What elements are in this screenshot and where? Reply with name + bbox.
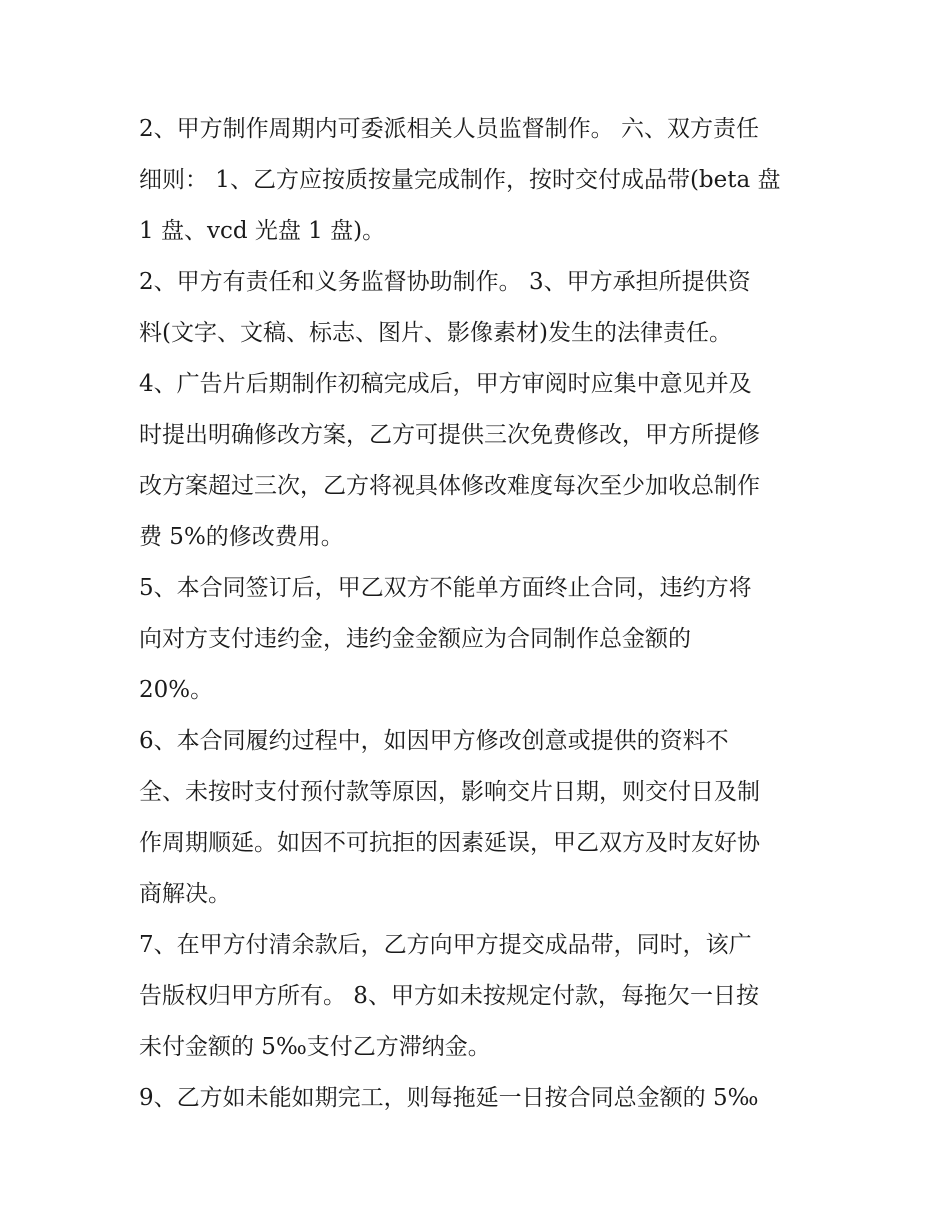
text-line: 费 5%的修改费用。 [139,524,344,550]
text-line: 5、本合同签订后，甲乙双方不能单方面终止合同，违约方将 [139,575,752,601]
text-line: 20%。 [139,677,214,703]
text-line: 向对方支付违约金，违约金金额应为合同制作总金额的 [139,626,691,652]
text-line: 4、广告片后期制作初稿完成后，甲方审阅时应集中意见并及 [139,371,752,397]
text-line: 1 盘、vcd 光盘 1 盘)。 [139,218,386,244]
text-line: 时提出明确修改方案，乙方可提供三次免费修改，甲方所提修 [139,422,760,448]
text-line: 改方案超过三次，乙方将视具体修改难度每次至少加收总制作 [139,473,760,499]
text-line: 未付金额的 5‰支付乙方滞纳金。 [139,1034,491,1060]
text-line: 9、乙方如未能如期完工，则每拖延一日按合同总金额的 5‰ [139,1085,759,1111]
text-line: 2、甲方制作周期内可委派相关人员监督制作。 六、双方责任 [139,116,759,142]
text-line: 商解决。 [139,881,231,907]
text-line: 细则： 1、乙方应按质按量完成制作，按时交付成品带(beta 盘 [139,167,781,193]
text-line: 作周期顺延。如因不可抗拒的因素延误，甲乙双方及时友好协 [139,830,760,856]
text-line: 全、未按时支付预付款等原因，影响交片日期，则交付日及制 [139,779,760,805]
text-line: 7、在甲方付清余款后，乙方向甲方提交成品带，同时，该广 [139,932,752,958]
text-line: 2、甲方有责任和义务监督协助制作。 3、甲方承担所提供资 [139,269,751,295]
text-line: 料(文字、文稿、标志、图片、影像素材)发生的法律责任。 [139,320,732,346]
text-line: 告版权归甲方所有。 8、甲方如未按规定付款，每拖欠一日按 [139,983,759,1009]
text-line: 6、本合同履约过程中，如因甲方修改创意或提供的资料不 [139,728,729,754]
document-body [139,104,819,1124]
